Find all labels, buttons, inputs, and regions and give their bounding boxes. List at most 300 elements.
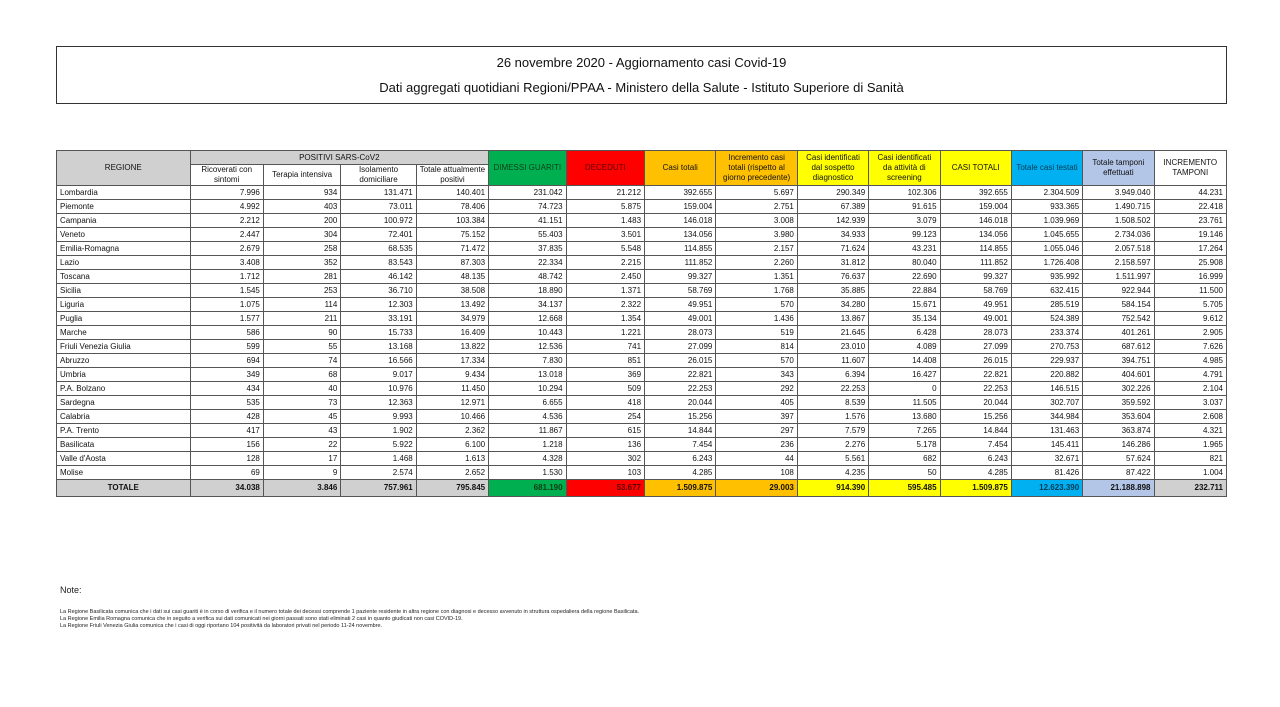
value-cell: 114 <box>263 298 340 312</box>
value-cell: 1.965 <box>1154 438 1226 452</box>
value-cell: 270.753 <box>1011 340 1082 354</box>
region-name-cell: Valle d'Aosta <box>57 452 191 466</box>
value-cell: 353.604 <box>1083 410 1154 424</box>
value-cell: 7.996 <box>190 186 263 200</box>
positivi-group-header: POSITIVI SARS-CoV2 <box>190 151 489 165</box>
table-row <box>57 382 1227 396</box>
page-title: 26 novembre 2020 - Aggiornamento casi Covid-19 <box>496 55 787 70</box>
value-cell: 13.018 <box>489 368 566 382</box>
value-cell: 74 <box>263 354 340 368</box>
value-cell: 34.933 <box>797 228 868 242</box>
value-cell: 258 <box>263 242 340 256</box>
value-cell: 1.436 <box>716 312 798 326</box>
value-cell: 233.374 <box>1011 326 1082 340</box>
value-cell: 1.530 <box>489 466 566 480</box>
value-cell: 18.890 <box>489 284 566 298</box>
value-cell: 1.508.502 <box>1083 214 1154 228</box>
total-value-cell: 21.188.898 <box>1083 480 1154 497</box>
value-cell: 2.212 <box>190 214 263 228</box>
value-cell: 434 <box>190 382 263 396</box>
value-cell: 570 <box>716 298 798 312</box>
value-cell: 302 <box>566 452 644 466</box>
region-name-cell: Marche <box>57 326 191 340</box>
value-cell: 2.322 <box>566 298 644 312</box>
value-cell: 36.710 <box>341 284 416 298</box>
value-cell: 12.303 <box>341 298 416 312</box>
value-cell: 359.592 <box>1083 396 1154 410</box>
value-cell: 1.218 <box>489 438 566 452</box>
value-cell: 99.327 <box>645 270 716 284</box>
value-cell: 220.882 <box>1011 368 1082 382</box>
value-cell: 1.055.046 <box>1011 242 1082 256</box>
region-name-cell: Sicilia <box>57 284 191 298</box>
value-cell: 41.151 <box>489 214 566 228</box>
value-cell: 344.984 <box>1011 410 1082 424</box>
value-cell: 8.539 <box>797 396 868 410</box>
value-cell: 100.972 <box>341 214 416 228</box>
value-cell: 136 <box>566 438 644 452</box>
region-name-cell: Umbria <box>57 368 191 382</box>
value-cell: 2.751 <box>716 200 798 214</box>
value-cell: 2.362 <box>416 424 488 438</box>
value-cell: 16.999 <box>1154 270 1226 284</box>
value-cell: 2.158.597 <box>1083 256 1154 270</box>
value-cell: 1.483 <box>566 214 644 228</box>
value-cell: 81.426 <box>1011 466 1082 480</box>
region-name-cell: Friuli Venezia Giulia <box>57 340 191 354</box>
value-cell: 3.008 <box>716 214 798 228</box>
value-cell: 1.577 <box>190 312 263 326</box>
value-cell: 12.536 <box>489 340 566 354</box>
value-cell: 1.075 <box>190 298 263 312</box>
col-incremento-casi: Incremento casi totali (rispetto al giorno precedente) <box>716 151 798 186</box>
value-cell: 22.334 <box>489 256 566 270</box>
value-cell: 99.327 <box>940 270 1011 284</box>
value-cell: 2.652 <box>416 466 488 480</box>
value-cell: 22.253 <box>645 382 716 396</box>
value-cell: 68 <box>263 368 340 382</box>
value-cell: 1.468 <box>341 452 416 466</box>
total-row <box>57 480 1227 497</box>
region-name-cell: Veneto <box>57 228 191 242</box>
value-cell: 73.011 <box>341 200 416 214</box>
value-cell: 13.822 <box>416 340 488 354</box>
value-cell: 4.285 <box>645 466 716 480</box>
value-cell: 236 <box>716 438 798 452</box>
value-cell: 1.221 <box>566 326 644 340</box>
value-cell: 111.852 <box>645 256 716 270</box>
covid-data-table <box>56 150 1227 497</box>
value-cell: 2.215 <box>566 256 644 270</box>
value-cell: 34.137 <box>489 298 566 312</box>
value-cell: 17.334 <box>416 354 488 368</box>
table-row <box>57 270 1227 284</box>
value-cell: 22.821 <box>940 368 1011 382</box>
value-cell: 146.286 <box>1083 438 1154 452</box>
region-name-cell: Campania <box>57 214 191 228</box>
value-cell: 13.680 <box>869 410 940 424</box>
value-cell: 87.303 <box>416 256 488 270</box>
value-cell: 401.261 <box>1083 326 1154 340</box>
value-cell: 2.450 <box>566 270 644 284</box>
value-cell: 6.394 <box>797 368 868 382</box>
value-cell: 9.612 <box>1154 312 1226 326</box>
value-cell: 5.705 <box>1154 298 1226 312</box>
value-cell: 231.042 <box>489 186 566 200</box>
region-name-cell: Abruzzo <box>57 354 191 368</box>
value-cell: 394.751 <box>1083 354 1154 368</box>
table-row <box>57 186 1227 200</box>
value-cell: 21.645 <box>797 326 868 340</box>
value-cell: 128 <box>190 452 263 466</box>
value-cell: 48.742 <box>489 270 566 284</box>
value-cell: 5.561 <box>797 452 868 466</box>
value-cell: 80.040 <box>869 256 940 270</box>
value-cell: 4.089 <box>869 340 940 354</box>
value-cell: 27.099 <box>940 340 1011 354</box>
value-cell: 1.004 <box>1154 466 1226 480</box>
value-cell: 4.985 <box>1154 354 1226 368</box>
value-cell: 11.505 <box>869 396 940 410</box>
value-cell: 1.712 <box>190 270 263 284</box>
value-cell: 4.791 <box>1154 368 1226 382</box>
value-cell: 50 <box>869 466 940 480</box>
value-cell: 2.304.509 <box>1011 186 1082 200</box>
value-cell: 292 <box>716 382 798 396</box>
region-name-cell: Basilicata <box>57 438 191 452</box>
value-cell: 254 <box>566 410 644 424</box>
value-cell: 2.104 <box>1154 382 1226 396</box>
value-cell: 290.349 <box>797 186 868 200</box>
table-row <box>57 466 1227 480</box>
col-ricoverati: Ricoverati con sintomi <box>190 165 263 186</box>
value-cell: 7.626 <box>1154 340 1226 354</box>
value-cell: 142.939 <box>797 214 868 228</box>
value-cell: 2.260 <box>716 256 798 270</box>
value-cell: 22.253 <box>797 382 868 396</box>
value-cell: 131.463 <box>1011 424 1082 438</box>
value-cell: 68.535 <box>341 242 416 256</box>
value-cell: 694 <box>190 354 263 368</box>
total-value-cell: 34.038 <box>190 480 263 497</box>
value-cell: 2.574 <box>341 466 416 480</box>
value-cell: 682 <box>869 452 940 466</box>
value-cell: 145.411 <box>1011 438 1082 452</box>
total-value-cell: 1.509.875 <box>940 480 1011 497</box>
value-cell: 22.690 <box>869 270 940 284</box>
value-cell: 397 <box>716 410 798 424</box>
value-cell: 49.001 <box>940 312 1011 326</box>
value-cell: 935.992 <box>1011 270 1082 284</box>
table-body <box>57 186 1227 497</box>
region-name-cell: Puglia <box>57 312 191 326</box>
value-cell: 49.951 <box>940 298 1011 312</box>
region-name-cell: Toscana <box>57 270 191 284</box>
value-cell: 6.243 <box>940 452 1011 466</box>
table-row <box>57 312 1227 326</box>
value-cell: 302.226 <box>1083 382 1154 396</box>
value-cell: 74.723 <box>489 200 566 214</box>
value-cell: 58.769 <box>940 284 1011 298</box>
notes-label: Note: <box>60 585 82 595</box>
value-cell: 22 <box>263 438 340 452</box>
value-cell: 22.418 <box>1154 200 1226 214</box>
value-cell: 922.944 <box>1083 284 1154 298</box>
value-cell: 2.157 <box>716 242 798 256</box>
value-cell: 687.612 <box>1083 340 1154 354</box>
note-line: La Regione Basilicata comunica che i dati sui casi guariti è in corso di verifica e il numero totale dei decessi comprende 1 paziente residente in altra regione con diagnosi e decesso avvenuto in struttura ospedaliera della regione Basilicata. <box>60 609 640 615</box>
value-cell: 2.057.518 <box>1083 242 1154 256</box>
value-cell: 76.637 <box>797 270 868 284</box>
value-cell: 570 <box>716 354 798 368</box>
page-subtitle: Dati aggregati quotidiani Regioni/PPAA - Ministero della Salute - Istituto Superiore di Sanità <box>379 80 904 95</box>
total-value-cell: 3.846 <box>263 480 340 497</box>
value-cell: 13.867 <box>797 312 868 326</box>
value-cell: 23.761 <box>1154 214 1226 228</box>
value-cell: 417 <box>190 424 263 438</box>
value-cell: 22.253 <box>940 382 1011 396</box>
value-cell: 5.875 <box>566 200 644 214</box>
value-cell: 146.018 <box>940 214 1011 228</box>
value-cell: 140.401 <box>416 186 488 200</box>
value-cell: 146.515 <box>1011 382 1082 396</box>
value-cell: 16.427 <box>869 368 940 382</box>
value-cell: 15.256 <box>645 410 716 424</box>
table-row <box>57 410 1227 424</box>
note-line: La Regione Emilia Romagna comunica che in seguito a verifica sui dati comunicati nei giorni passati sono stati eliminati 2 casi in quanto giudicati non casi COVID-19. <box>60 616 463 622</box>
value-cell: 16.409 <box>416 326 488 340</box>
value-cell: 32.671 <box>1011 452 1082 466</box>
value-cell: 1.371 <box>566 284 644 298</box>
value-cell: 814 <box>716 340 798 354</box>
value-cell: 404.601 <box>1083 368 1154 382</box>
value-cell: 26.015 <box>940 354 1011 368</box>
value-cell: 75.152 <box>416 228 488 242</box>
value-cell: 9.993 <box>341 410 416 424</box>
value-cell: 1.354 <box>566 312 644 326</box>
value-cell: 2.679 <box>190 242 263 256</box>
region-header: REGIONE <box>57 151 191 186</box>
value-cell: 12.363 <box>341 396 416 410</box>
value-cell: 111.852 <box>940 256 1011 270</box>
value-cell: 78.406 <box>416 200 488 214</box>
value-cell: 7.265 <box>869 424 940 438</box>
value-cell: 12.668 <box>489 312 566 326</box>
value-cell: 1.039.969 <box>1011 214 1082 228</box>
value-cell: 4.536 <box>489 410 566 424</box>
value-cell: 7.454 <box>940 438 1011 452</box>
value-cell: 304 <box>263 228 340 242</box>
value-cell: 403 <box>263 200 340 214</box>
value-cell: 57.624 <box>1083 452 1154 466</box>
value-cell: 134.056 <box>645 228 716 242</box>
value-cell: 584.154 <box>1083 298 1154 312</box>
value-cell: 3.408 <box>190 256 263 270</box>
value-cell: 114.855 <box>645 242 716 256</box>
value-cell: 851 <box>566 354 644 368</box>
value-cell: 428 <box>190 410 263 424</box>
table-row <box>57 242 1227 256</box>
value-cell: 302.707 <box>1011 396 1082 410</box>
value-cell: 5.178 <box>869 438 940 452</box>
value-cell: 37.835 <box>489 242 566 256</box>
value-cell: 67.389 <box>797 200 868 214</box>
col-totale-positivi: Totale attualmente positivi <box>416 165 488 186</box>
value-cell: 229.937 <box>1011 354 1082 368</box>
value-cell: 1.490.715 <box>1083 200 1154 214</box>
value-cell: 20.044 <box>940 396 1011 410</box>
col-terapia-intensiva: Terapia intensiva <box>263 165 340 186</box>
value-cell: 10.466 <box>416 410 488 424</box>
col-casi-sospetto: Casi identificati dal sospetto diagnostico <box>797 151 868 186</box>
value-cell: 14.408 <box>869 354 940 368</box>
value-cell: 933.365 <box>1011 200 1082 214</box>
value-cell: 352 <box>263 256 340 270</box>
value-cell: 363.874 <box>1083 424 1154 438</box>
value-cell: 25.908 <box>1154 256 1226 270</box>
region-name-cell: P.A. Bolzano <box>57 382 191 396</box>
value-cell: 72.401 <box>341 228 416 242</box>
value-cell: 90 <box>263 326 340 340</box>
value-cell: 159.004 <box>645 200 716 214</box>
value-cell: 28.073 <box>940 326 1011 340</box>
table-row <box>57 284 1227 298</box>
value-cell: 58.769 <box>645 284 716 298</box>
value-cell: 200 <box>263 214 340 228</box>
value-cell: 7.454 <box>645 438 716 452</box>
table-row <box>57 298 1227 312</box>
value-cell: 12.971 <box>416 396 488 410</box>
value-cell: 11.607 <box>797 354 868 368</box>
table-row <box>57 340 1227 354</box>
value-cell: 4.328 <box>489 452 566 466</box>
table-row <box>57 256 1227 270</box>
value-cell: 103.384 <box>416 214 488 228</box>
value-cell: 1.726.408 <box>1011 256 1082 270</box>
col-casi-totali-2: CASI TOTALI <box>940 151 1011 186</box>
value-cell: 343 <box>716 368 798 382</box>
value-cell: 87.422 <box>1083 466 1154 480</box>
value-cell: 15.256 <box>940 410 1011 424</box>
value-cell: 131.471 <box>341 186 416 200</box>
value-cell: 5.922 <box>341 438 416 452</box>
total-value-cell: 595.485 <box>869 480 940 497</box>
value-cell: 69 <box>190 466 263 480</box>
value-cell: 524.389 <box>1011 312 1082 326</box>
value-cell: 83.543 <box>341 256 416 270</box>
region-name-cell: Liguria <box>57 298 191 312</box>
value-cell: 48.135 <box>416 270 488 284</box>
value-cell: 10.294 <box>489 382 566 396</box>
value-cell: 6.655 <box>489 396 566 410</box>
region-name-cell: P.A. Trento <box>57 424 191 438</box>
value-cell: 297 <box>716 424 798 438</box>
value-cell: 99.123 <box>869 228 940 242</box>
value-cell: 14.844 <box>940 424 1011 438</box>
value-cell: 134.056 <box>940 228 1011 242</box>
value-cell: 44 <box>716 452 798 466</box>
table-row <box>57 326 1227 340</box>
value-cell: 22.884 <box>869 284 940 298</box>
value-cell: 23.010 <box>797 340 868 354</box>
value-cell: 253 <box>263 284 340 298</box>
value-cell: 2.276 <box>797 438 868 452</box>
value-cell: 281 <box>263 270 340 284</box>
value-cell: 146.018 <box>645 214 716 228</box>
region-name-cell: Sardegna <box>57 396 191 410</box>
value-cell: 3.501 <box>566 228 644 242</box>
value-cell: 2.734.036 <box>1083 228 1154 242</box>
value-cell: 6.100 <box>416 438 488 452</box>
value-cell: 4.235 <box>797 466 868 480</box>
region-name-cell: Lombardia <box>57 186 191 200</box>
value-cell: 15.733 <box>341 326 416 340</box>
value-cell: 392.655 <box>645 186 716 200</box>
value-cell: 1.511.997 <box>1083 270 1154 284</box>
value-cell: 6.428 <box>869 326 940 340</box>
col-deceduti: DECEDUTI <box>566 151 644 186</box>
table-row <box>57 214 1227 228</box>
table-row <box>57 354 1227 368</box>
col-casi-totali: Casi totali <box>645 151 716 186</box>
value-cell: 34.979 <box>416 312 488 326</box>
value-cell: 3.980 <box>716 228 798 242</box>
value-cell: 27.099 <box>645 340 716 354</box>
value-cell: 405 <box>716 396 798 410</box>
value-cell: 752.542 <box>1083 312 1154 326</box>
value-cell: 1.545 <box>190 284 263 298</box>
value-cell: 11.500 <box>1154 284 1226 298</box>
total-value-cell: 29.003 <box>716 480 798 497</box>
value-cell: 35.134 <box>869 312 940 326</box>
value-cell: 535 <box>190 396 263 410</box>
value-cell: 33.191 <box>341 312 416 326</box>
value-cell: 4.285 <box>940 466 1011 480</box>
value-cell: 16.566 <box>341 354 416 368</box>
value-cell: 49.951 <box>645 298 716 312</box>
col-isolamento: Isolamento domiciliare <box>341 165 416 186</box>
value-cell: 4.992 <box>190 200 263 214</box>
value-cell: 34.280 <box>797 298 868 312</box>
value-cell: 418 <box>566 396 644 410</box>
value-cell: 49.001 <box>645 312 716 326</box>
total-value-cell: 681.190 <box>489 480 566 497</box>
table-row <box>57 228 1227 242</box>
value-cell: 15.671 <box>869 298 940 312</box>
value-cell: 114.855 <box>940 242 1011 256</box>
value-cell: 509 <box>566 382 644 396</box>
total-value-cell: 12.623.390 <box>1011 480 1082 497</box>
value-cell: 20.044 <box>645 396 716 410</box>
value-cell: 73 <box>263 396 340 410</box>
value-cell: 2.447 <box>190 228 263 242</box>
value-cell: 38.508 <box>416 284 488 298</box>
value-cell: 7.579 <box>797 424 868 438</box>
value-cell: 108 <box>716 466 798 480</box>
value-cell: 21.212 <box>566 186 644 200</box>
value-cell: 55.403 <box>489 228 566 242</box>
value-cell: 31.812 <box>797 256 868 270</box>
value-cell: 103 <box>566 466 644 480</box>
value-cell: 10.976 <box>341 382 416 396</box>
value-cell: 934 <box>263 186 340 200</box>
value-cell: 159.004 <box>940 200 1011 214</box>
value-cell: 43.231 <box>869 242 940 256</box>
value-cell: 7.830 <box>489 354 566 368</box>
note-line: La Regione Friuli Venezia Giulia comunica che i casi di oggi riportano 104 positività da laboratori privati nel periodo 11-24 novembre. <box>60 623 383 629</box>
value-cell: 40 <box>263 382 340 396</box>
value-cell: 0 <box>869 382 940 396</box>
